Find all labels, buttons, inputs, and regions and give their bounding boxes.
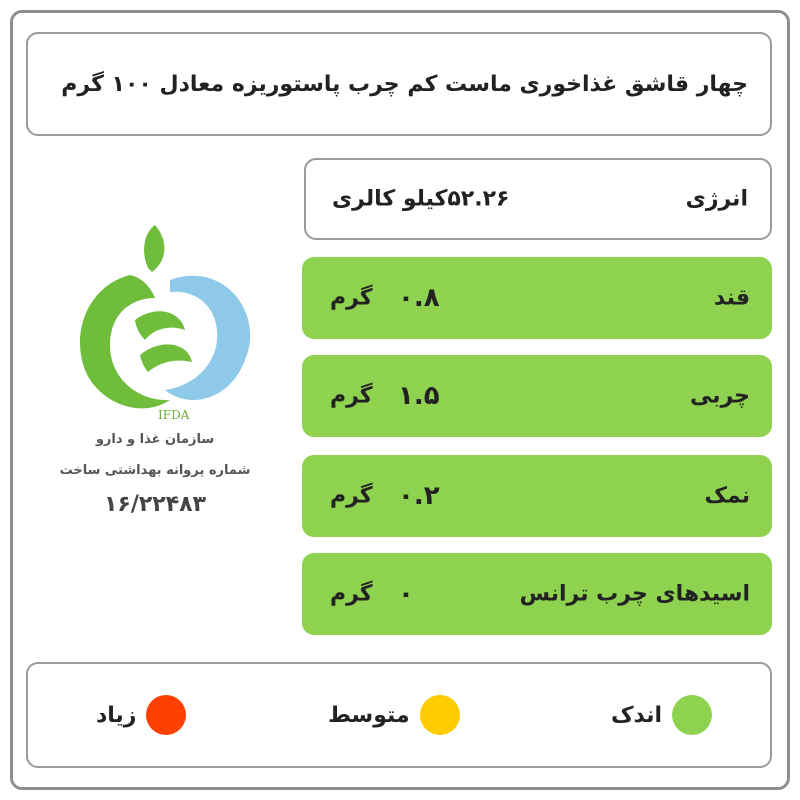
nutrient-value: ۰.۲ bbox=[398, 481, 440, 511]
nutrient-value: ۱.۵ bbox=[398, 381, 440, 411]
nutrient-value: ۰ bbox=[398, 579, 414, 609]
energy-row bbox=[304, 158, 772, 240]
legend-low-dot bbox=[672, 695, 712, 735]
legend-low bbox=[601, 695, 712, 735]
serving-size-text: چهار قاشق غذاخوری ماست کم چرب پاستوریزه معادل ۱۰۰ گرم bbox=[61, 71, 748, 97]
nutrient-label: اسیدهای چرب ترانس bbox=[519, 581, 750, 607]
nutrient-row-sugar bbox=[302, 257, 772, 339]
nutrient-row-salt bbox=[302, 455, 772, 537]
traffic-light-legend bbox=[26, 662, 772, 768]
legend-medium-dot bbox=[420, 695, 460, 735]
nutrient-unit: گرم bbox=[330, 285, 373, 311]
legend-medium bbox=[318, 695, 460, 735]
nutrient-label: نمک bbox=[704, 483, 750, 509]
nutrient-label: چربی bbox=[689, 383, 750, 409]
legend-high-dot bbox=[146, 695, 186, 735]
license-label: شماره پروانه بهداشتی ساخت bbox=[59, 463, 251, 478]
nutrient-row-fat bbox=[302, 355, 772, 437]
legend-medium-label: متوسط bbox=[328, 702, 410, 728]
license-number: ۱۶/۲۲۴۸۳ bbox=[103, 492, 207, 517]
ifda-logo-block bbox=[40, 220, 270, 530]
nutrient-unit: گرم bbox=[330, 383, 373, 409]
ifda-logo-icon bbox=[60, 220, 260, 420]
nutrient-unit: گرم bbox=[330, 483, 373, 509]
nutrient-row-trans-fat bbox=[302, 553, 772, 635]
legend-high bbox=[86, 695, 186, 735]
legend-low-label: اندک bbox=[610, 702, 662, 728]
nutrient-label: قند bbox=[713, 285, 750, 311]
nutrient-value: ۰.۸ bbox=[398, 283, 440, 313]
ifda-abbr: IFDA bbox=[158, 408, 190, 422]
legend-high-label: زیاد bbox=[96, 702, 137, 728]
energy-label: انرژی bbox=[685, 186, 748, 212]
org-name: سازمان غذا و دارو bbox=[95, 432, 215, 447]
serving-size-box bbox=[26, 32, 772, 136]
energy-value: ۵۲.۲۶کیلو کالری bbox=[332, 186, 510, 212]
nutrient-unit: گرم bbox=[330, 581, 373, 607]
